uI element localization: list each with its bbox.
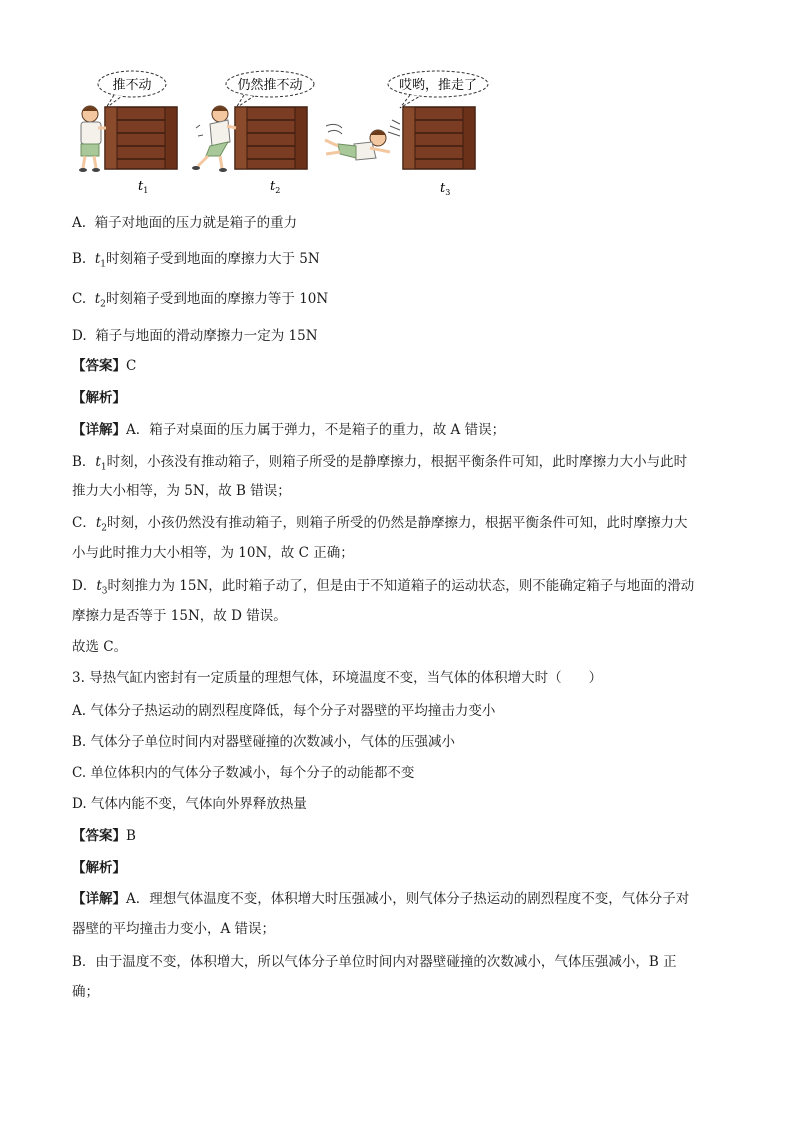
speech-text-1: 推不动 — [112, 78, 152, 93]
speech-text-2: 仍然推不动 — [237, 78, 303, 93]
speech-text-3: 哎哟，推走了 — [398, 78, 478, 93]
q2-detail-a: 【详解】A．箱子对桌面的压力属于弹力，不是箱子的重力，故 A 错误； — [72, 422, 506, 438]
q3-analysis-heading: 【解析】 — [72, 860, 126, 876]
q2-option-a: A. 箱子对地面的压力就是箱子的重力 — [72, 215, 298, 231]
time-label-t1: $t_1$ — [138, 179, 149, 195]
q2-conclusion: 故选 C。 — [72, 639, 128, 655]
q2-detail-c-line1: C．$t_2$时刻，小孩仍然没有推动箱子，则箱子所受的仍然是静摩擦力，根据平衡条件可知，此时摩擦力大 — [72, 515, 688, 534]
q3-detail-b-line1: B．由于温度不变，体积增大，所以气体分子单位时间内对器壁碰撞的次数减小，气体压强减小，B 正 — [72, 954, 677, 970]
q3-option-c: C. 单位体积内的气体分子数减小，每个分子的动能都不变 — [72, 765, 415, 781]
q2-analysis-heading: 【解析】 — [72, 390, 126, 406]
q2-answer: 【答案】C — [72, 358, 137, 374]
q3-stem: 3. 导热气缸内密封有一定质量的理想气体，环境温度不变，当气体的体积增大时（ ） — [72, 670, 603, 686]
scene-3 — [325, 71, 488, 197]
q3-option-d: D. 气体内能不变，气体向外界释放热量 — [72, 796, 307, 812]
q3-option-a: A. 气体分子热运动的剧烈程度降低，每个分子对器壁的平均撞击力变小 — [72, 703, 496, 719]
scene-2 — [192, 71, 314, 195]
time-label-t3: $t_3$ — [440, 181, 451, 197]
q2-detail-c-line2: 小与此时推力大小相等，为 10N，故 C 正确； — [72, 545, 354, 561]
q3-detail-b-line2: 确； — [72, 984, 99, 1000]
push-box-illustration — [70, 62, 490, 204]
q3-answer: 【答案】B — [72, 828, 136, 844]
q3-detail-a-line2: 器壁的平均撞击力变小，A 错误； — [72, 921, 276, 937]
q3-detail-a-line1: 【详解】A．理想气体温度不变，体积增大时压强减小，则气体分子热运动的剧烈程度不变，气体分子对 — [72, 891, 690, 907]
q2-option-c: C. $t_2$时刻箱子受到地面的摩擦力等于 10N — [72, 291, 329, 310]
scene-1 — [79, 71, 177, 195]
time-label-t2: $t_2$ — [270, 179, 281, 195]
q2-detail-b-line2: 推力大小相等，为 5N，故 B 错误； — [72, 483, 291, 499]
q2-detail-d-line1: D．$t_3$时刻推力为 15N，此时箱子动了，但是由于不知道箱子的运动状态，则不能确定箱子与地面的滑动 — [72, 578, 695, 597]
q2-option-d: D. 箱子与地面的滑动摩擦力一定为 15N — [72, 328, 318, 344]
q2-detail-b-line1: B．$t_1$时刻，小孩没有推动箱子，则箱子所受的是静摩擦力，根据平衡条件可知，此时摩擦力大小与此时 — [72, 454, 688, 473]
q2-detail-d-line2: 摩擦力是否等于 15N，故 D 错误。 — [72, 608, 287, 624]
q3-option-b: B. 气体分子单位时间内对器壁碰撞的次数减小，气体的压强减小 — [72, 734, 456, 750]
q2-option-b: B. $t_1$时刻箱子受到地面的摩擦力大于 5N — [72, 251, 320, 270]
